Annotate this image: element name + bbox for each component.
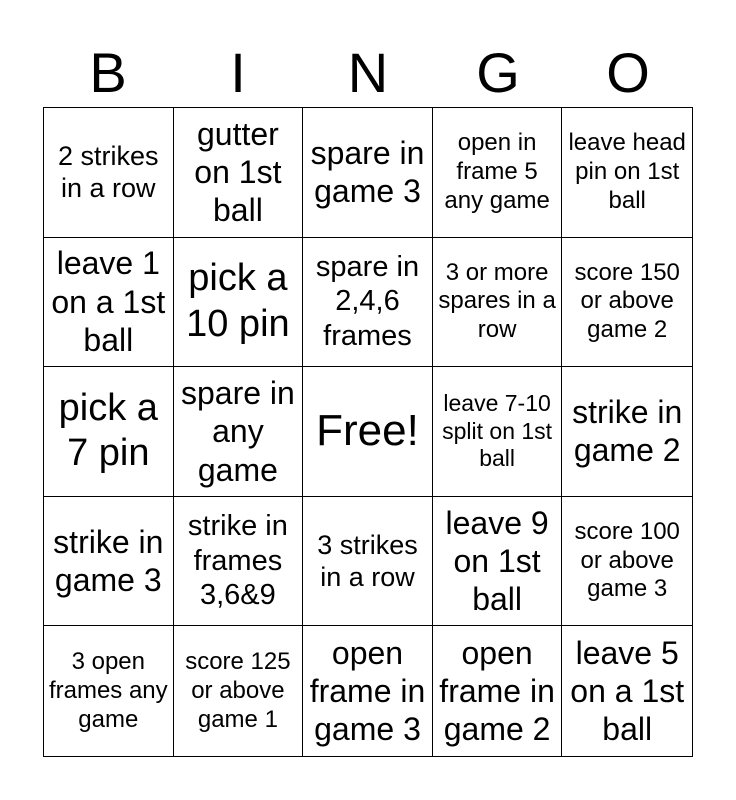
bingo-cell[interactable] (44, 626, 174, 756)
cell-text: score 125 or above game 1 (185, 648, 291, 733)
cell-text: spare in 2,4,6 frames (315, 250, 420, 353)
cell-text: score 100 or above game 3 (574, 517, 680, 603)
cell-text: 3 open frames any game (48, 648, 168, 733)
bingo-cell[interactable] (562, 108, 692, 238)
bingo-cell[interactable] (174, 238, 304, 368)
cell-text: leave 5 on a 1st ball (570, 634, 685, 748)
cell-text: strike in frames 3,6&9 (187, 509, 288, 612)
bingo-cell[interactable] (44, 108, 174, 238)
cell-text: pick a 7 pin (58, 386, 158, 475)
free-space[interactable] (303, 367, 433, 497)
bingo-cell[interactable] (303, 626, 433, 756)
bingo-cell[interactable] (433, 238, 563, 368)
bingo-cell[interactable] (174, 108, 304, 238)
header-letter-i: I (230, 41, 246, 104)
cell-text: strike in game 2 (572, 394, 683, 469)
cell-text: leave 9 on 1st ball (445, 504, 549, 618)
bingo-cell[interactable] (303, 108, 433, 238)
cell-text: pick a 10 pin (186, 257, 290, 345)
cell-text: leave 7-10 split on 1st ball (442, 390, 553, 472)
bingo-cell[interactable] (303, 497, 433, 627)
bingo-cell[interactable] (433, 108, 563, 238)
cell-text: open frame in game 3 (309, 634, 426, 748)
cell-text: strike in game 3 (53, 523, 164, 599)
bingo-cell[interactable] (433, 497, 563, 627)
bingo-cell[interactable] (44, 238, 174, 368)
cell-text: 2 strikes in a row (58, 140, 159, 204)
bingo-cell[interactable] (44, 497, 174, 627)
cell-text: spare in any game (180, 374, 295, 488)
cell-text: 3 strikes in a row (317, 529, 418, 593)
cell-text: open frame in game 2 (439, 634, 555, 748)
free-space-label: Free! (316, 406, 419, 456)
cell-text: score 150 or above game 2 (574, 258, 680, 344)
bingo-cell[interactable] (174, 367, 304, 497)
cell-text: 3 or more spares in a row (438, 258, 556, 344)
bingo-cell[interactable] (433, 626, 563, 756)
cell-text: gutter on 1st ball (194, 115, 282, 229)
cell-text: leave head pin on 1st ball (568, 129, 686, 214)
bingo-cell[interactable] (562, 626, 692, 756)
cell-text: leave 1 on a 1st ball (51, 245, 166, 359)
bingo-cell[interactable] (303, 238, 433, 368)
header-letter-o: O (606, 41, 650, 104)
header-letter-n: N (347, 41, 389, 104)
bingo-cell[interactable] (44, 367, 174, 497)
cell-text: open in frame 5 any game (444, 129, 550, 214)
cell-text: spare in game 3 (310, 134, 425, 210)
bingo-cell[interactable] (433, 367, 563, 497)
bingo-card (43, 107, 693, 757)
bingo-cell[interactable] (562, 367, 692, 497)
bingo-cell[interactable] (174, 497, 304, 627)
bingo-cell[interactable] (174, 626, 304, 756)
bingo-cell[interactable] (562, 238, 692, 368)
bingo-cell[interactable] (562, 497, 692, 627)
bingo-header (43, 40, 693, 106)
header-letter-b: B (89, 41, 127, 104)
header-letter-g: G (476, 41, 520, 104)
